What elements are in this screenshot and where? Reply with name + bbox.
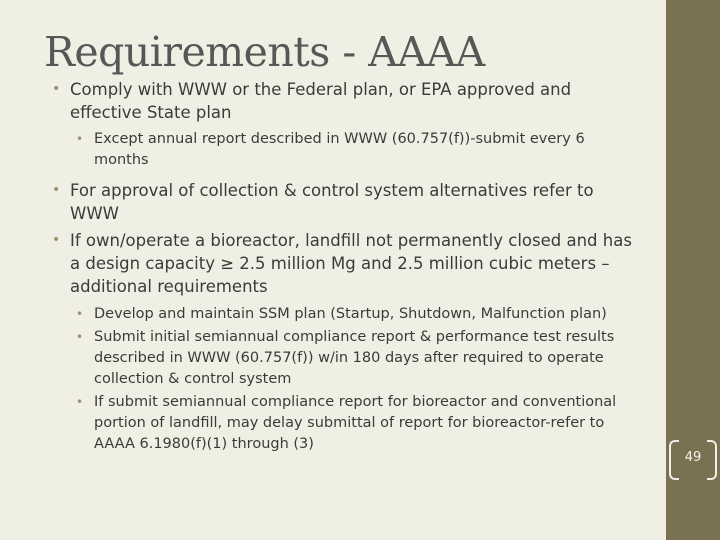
sub-bullet-item: • Except annual report described in WWW (60.757(f))-submit every 6 months — [76, 131, 585, 168]
bullet-dot-icon: • — [52, 182, 61, 198]
bullet-dot-icon: • — [76, 395, 84, 409]
bullet-dot-icon: • — [76, 330, 84, 344]
bullet-item: • If own/operate a bioreactor, landfill not permanently closed and has a design capacity ≥ 2.5 million Mg and 2.5 million cubic meters – additional requirements — [52, 231, 632, 296]
bullet-dot-icon: • — [52, 81, 61, 97]
sub-bullet-item: • Submit initial semiannual compliance report & performance test results described in WWW (60.757(f)) w/in 180 days after required to operate collection & control system — [76, 329, 615, 387]
page-number-box — [669, 440, 717, 476]
sub-bullet-item: • Develop and maintain SSM plan (Startup, Shutdown, Malfunction plan) — [52, 304, 642, 325]
bullet-dot-icon: • — [76, 132, 84, 146]
bullet-dot-icon: • — [52, 232, 61, 248]
bullet-list — [52, 78, 642, 455]
slide-title: Requirements - AAAA — [44, 28, 485, 76]
sub-bullet-item: • If submit semiannual compliance report for bioreactor and conventional portion of landfill, may delay submittal of report for bioreactor-refer to AAAA 6.1980(f)(1) through (3) — [76, 394, 617, 452]
bullet-item: • For approval of collection & control system alternatives refer to WWW — [52, 181, 594, 223]
bullet-dot-icon: • — [76, 307, 84, 321]
bullet-item: • Comply with WWW or the Federal plan, or EPA approved and effective State plan — [52, 80, 572, 122]
page-number: 49 — [684, 450, 702, 465]
